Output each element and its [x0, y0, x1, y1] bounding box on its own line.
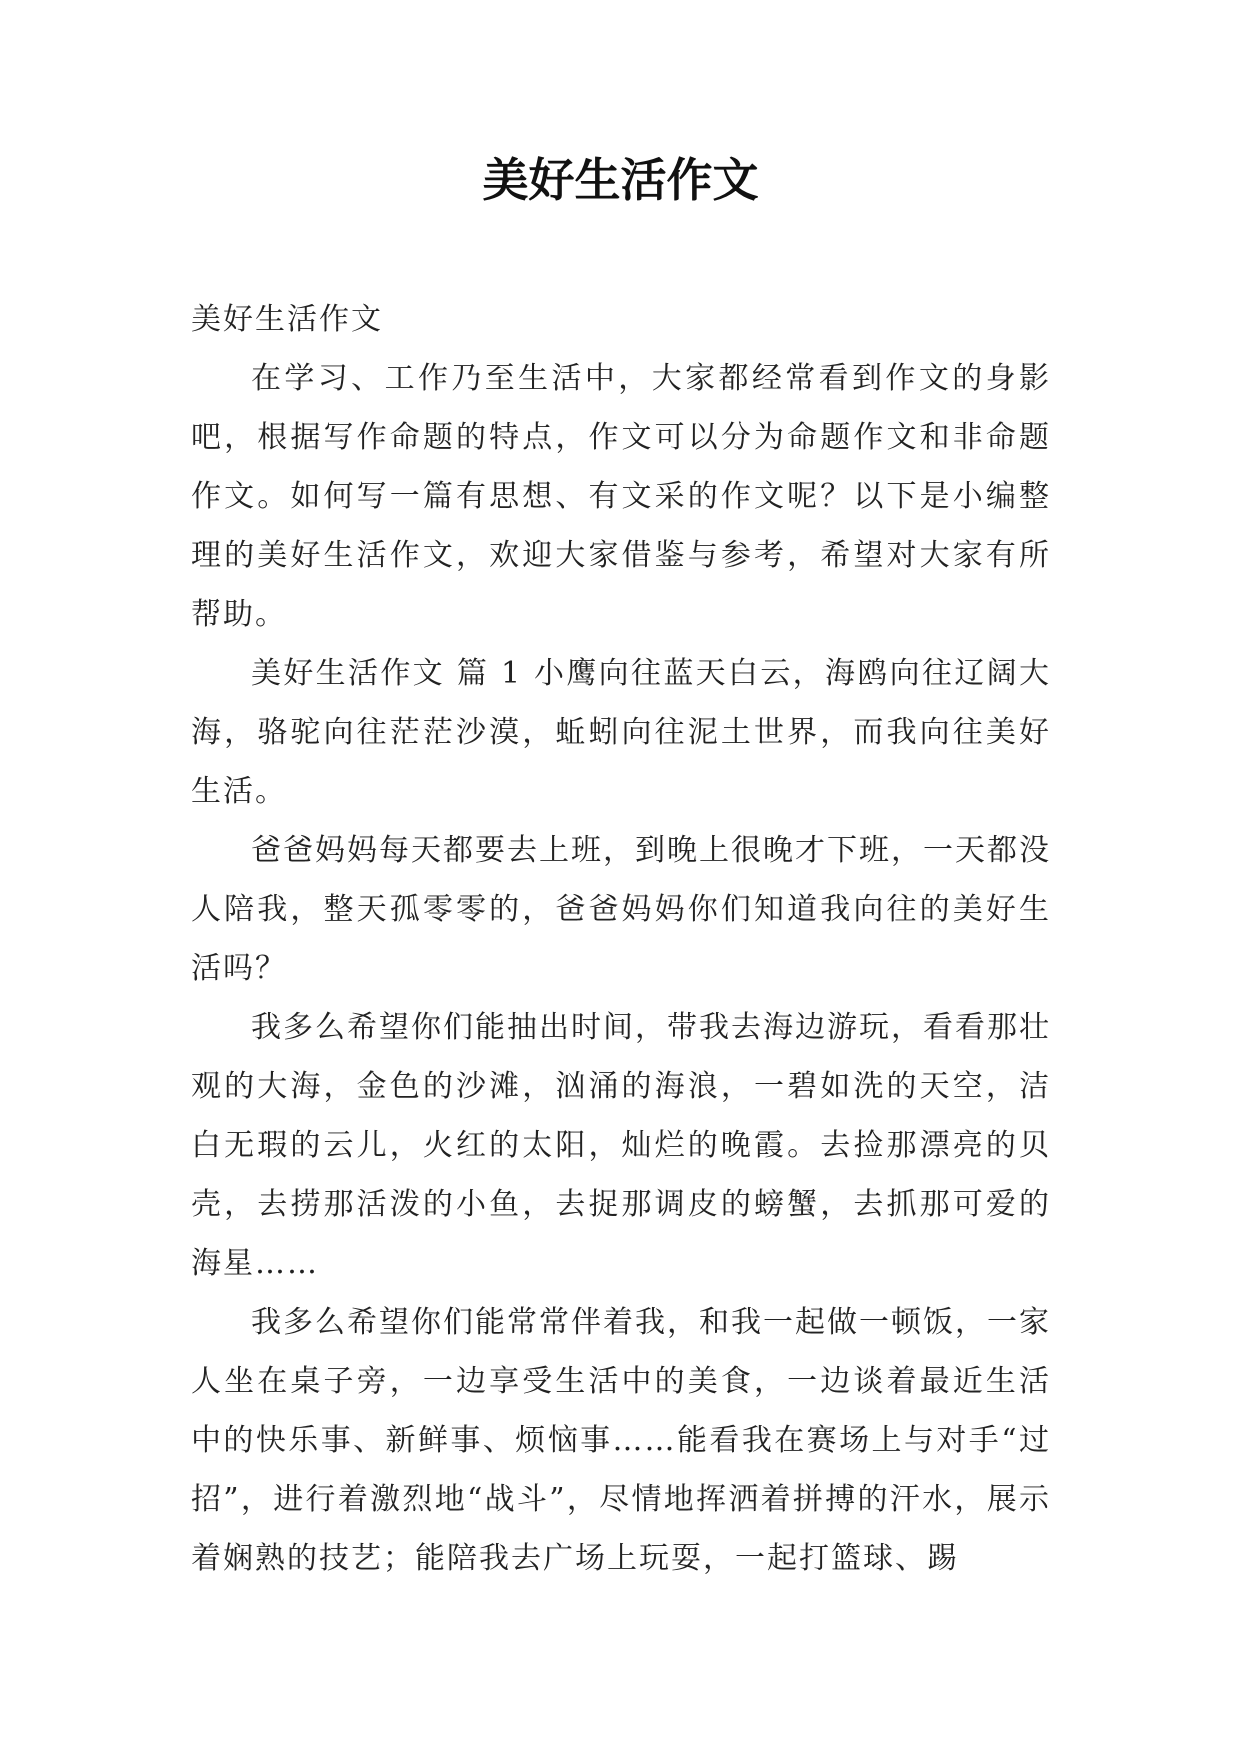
essay-paragraph-3: 我多么希望你们能抽出时间，带我去海边游玩，看看那壮观的大海，金色的沙滩，汹涌的海浪，一碧如洗的天空，洁白无瑕的云儿，火红的太阳，灿烂的晚霞。去捡那漂亮的贝壳，去捞那活泼的小鱼，去捉那调皮的螃蟹，去抓那可爱的海星…… [191, 1010, 1051, 1281]
document-body [191, 290, 1051, 1588]
essay-paragraph-1: 美好生活作文 篇 1 小鹰向往蓝天白云，海鸥向往辽阔大海，骆驼向往茫茫沙漠，蚯蚓向往泥土世界，而我向往美好生活。 [191, 656, 1051, 809]
subtitle-paragraph: 美好生活作文 [191, 302, 383, 337]
essay-paragraph-4: 我多么希望你们能常常伴着我，和我一起做一顿饭，一家人坐在桌子旁，一边享受生活中的美食，一边谈着最近生活中的快乐事、新鲜事、烦恼事……能看我在赛场上与对手“过招”，进行着激烈地“战斗”，尽情地挥洒着拼搏的汗水，展示着娴熟的技艺；能陪我去广场上玩耍，一起打篮球、踢 [191, 1305, 1051, 1576]
document-title: 美好生活作文 [482, 153, 759, 207]
essay-paragraph-2: 爸爸妈妈每天都要去上班，到晚上很晚才下班，一天都没人陪我，整天孤零零的，爸爸妈妈你们知道我向往的美好生活吗？ [191, 833, 1051, 986]
intro-paragraph: 在学习、工作乃至生活中，大家都经常看到作文的身影吧，根据写作命题的特点，作文可以分为命题作文和非命题作文。如何写一篇有思想、有文采的作文呢？以下是小编整理的美好生活作文，欢迎大家借鉴与参考，希望对大家有所帮助。 [191, 361, 1051, 632]
